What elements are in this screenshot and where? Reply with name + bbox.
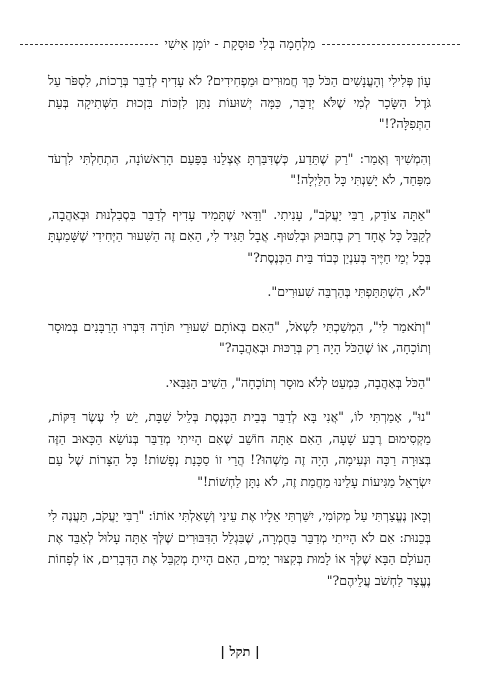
header-rule-right bbox=[322, 44, 460, 45]
paragraph-7: "נוּ", אָמַרְתִּי לוֹ, "אֲנִי בָּא לְדַבֵּר בְּבֵית הַכְּנֶסֶת בְּלֵיל שַׁבָּת, יֵשׁ לִי עֶשֶׂר דַּקּוֹת, מַקְסִימוּם רֶבַע שָׁעָה, הַאִם אַתָּה חוֹשֵׁב שֶׁאִם הָיִיתִי מְדַבֵּר בְּנוֹשֵׂא הַכָּאוּב הַזֶּה בְּצוּרָה רַכָּה וּנְעִימָה, הָיָה זֶה מַשְׁהוּ?! הֲרֵי זוֹ סַכָּנַת נְפָשׁוֹת! כָּל הַצָּרוֹת שֶׁל עַם יִשְׂרָאֵל מַגִּיעוֹת עָלֵינוּ מֵחֲמַת זֶה, לֹא נִתָּן לַחְשׁוֹת!" bbox=[48, 409, 431, 489]
header-title: מִלְחָמָה בְּלִי פוּסָקָת - יוֹמָן אִישִׁי bbox=[164, 36, 316, 51]
paragraph-8: וְכָאן נֶעֱצַרְתִּי עַל מְקוֹמִי, יִשַּׁרְתִּי אֵלָיו אֶת עֵינַי וְשָׁאַלְתִּי אוֹתוֹ: "רַבִּי יַעֲקֹב, תַּעֲנֶה לִי בְּכֵנוּת: אִם לֹא הָיִיתִי מְדַבֵּר בַּחֻמְרָה, שֶׁבִּגְלַל הַדִּבּוּרִים שֶׁלְּךָ אַתָּה עָלוּל לְאַבֵּד אֶת הָעוֹלָם הַבָּא שֶׁלְּךָ אוֹ לָמוּת בְּקִצּוּר יָמִים, הַאִם הָיִיתָ מְקַבֵּל אֶת הַדְּבָרִים, אוֹ לְפָחוֹת נֶעֱצָר לַחְשֹׁב עֲלֵיהֶם?" bbox=[48, 508, 431, 588]
paragraph-2: וְהִמְשִׁיךְ וְאָמַר: "רַק שֶׁתֵּדַע, כְּשֶׁדִּבַּרְתָּ אֶצְלֵנוּ בַּפַּעַם הָרִאשׁוֹנָה, הִתְחַלְתִּי לִרְעֹד מִפַּחַד, לֹא יָשַׁנְתִּי כָּל הַלַּיְלָה!" bbox=[48, 150, 431, 187]
paragraph-1: עָוֹן פְּלִילִי וְהָעֳנָשִׁים הַכֹּל כָּךְ חֲמוּרִים וּמַפְחִידִים? לֹא עָדִיף לְדַבֵּר בְּרָכוֹת, לִסְפֹּר עַל גֹּדֶל הַשָּׂכָר לְמִי שֶׁלֹּא יְדַבֵּר, כַּמָּה יְשׁוּעוֹת נִתַּן לִזְכּוֹת בִּזְכוּת הַשְּׁתִיקָה בְּעֵת הַתְּפִלָּה?!" bbox=[48, 73, 431, 131]
header-rule-left bbox=[20, 44, 158, 45]
paragraph-6: "הַכֹּל בְּאַהֲבָה, כִּמְעַט לְלֹא מוּסָר וְתוֹכָחָה", הֵשִׁיב הַגַּבַּאי. bbox=[165, 374, 431, 390]
running-header bbox=[20, 36, 460, 52]
page-number: | תקל | bbox=[220, 645, 260, 660]
body-text bbox=[48, 70, 431, 604]
paragraph-3: "אַתָּה צוֹדֵק, רַבִּי יַעֲקֹב", עָנִיתִי. "וַדַּאי שֶׁתָּמִיד עָדִיף לְדַבֵּר בִּסְבִלְנוּת וּבְאַהֲבָה, לְקַבֵּל כָּל אֶחָד רַק בְּחִבּוּק וּבְלִטּוּף. אֲבָל תַּגִּיד לִי, הַאִם זֶה הַשִּׁעוּר הַיְּחִידִי שֶׁשָּׁמַעְתָּ בְּכָל יְמֵי חַיֶּיךָ בְּעִנְיַן כְּבוֹד בֵּית הַכְּנֶסֶת?" bbox=[48, 206, 431, 265]
paragraph-4: "לֹא, הִשְׁתַּתַּפְתִּי בְּהַרְבֵּה שִׁעוּרִים". bbox=[267, 284, 431, 299]
paragraph-5: "וְתֹאמַר לִי", הִמְשַׁכְתִּי לִשְׁאֹל, "הַאִם בְּאוֹתָם שִׁעוּרֵי תּוֹרָה דִּבְּרוּ הָרַבָּנִים בְּמוּסָר וְתוֹכָחָה, אוֹ שֶׁהַכֹּל הָיָה רַק בְּרַכּוּת וּבְאַהֲבָה?" bbox=[48, 318, 431, 355]
